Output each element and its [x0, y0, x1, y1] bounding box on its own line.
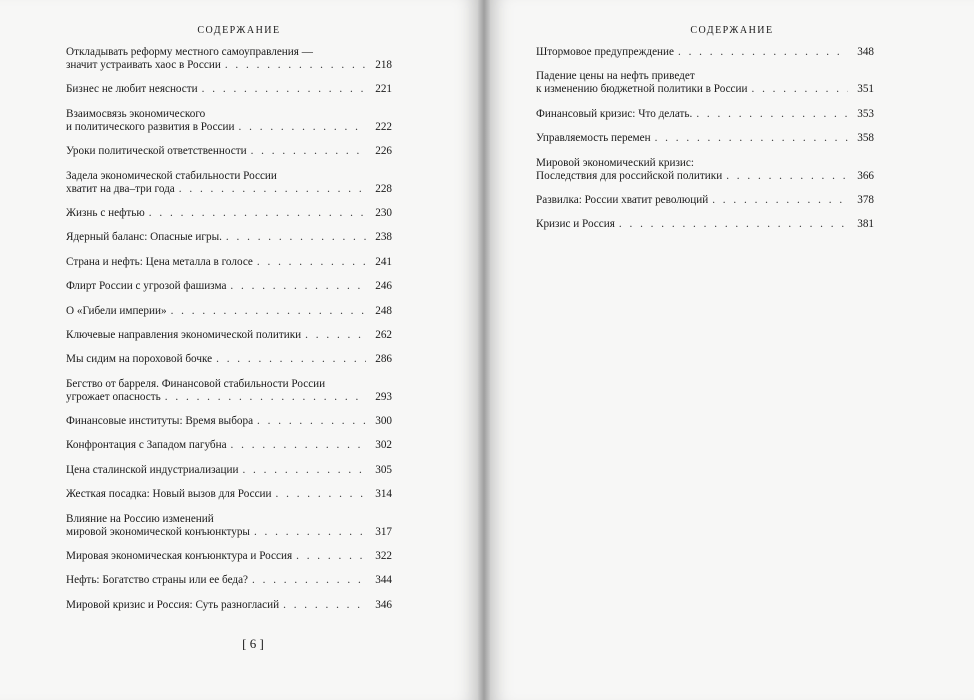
toc-entry-title: Мировой экономический кризис: — [536, 156, 694, 169]
toc-entry-title: Взаимосвязь экономического — [66, 107, 206, 120]
toc-entry-title: Финансовый кризис: Что делать. — [536, 107, 693, 120]
toc-entry-title: Мировая экономическая конъюнктура и Россия — [66, 550, 293, 563]
dot-leader — [202, 83, 366, 96]
toc-entry-title: угрожает опасность — [66, 390, 161, 403]
dot-leader — [225, 59, 366, 72]
dot-leader — [231, 439, 366, 452]
toc-entry-title: Развилка: России хватит революций — [536, 193, 709, 206]
dot-leader — [696, 108, 848, 121]
toc-entry — [536, 132, 874, 145]
toc-page-number: 366 — [857, 169, 874, 182]
toc-page-number: 218 — [375, 59, 392, 71]
toc-page-number: 305 — [375, 463, 392, 476]
toc-entry-title: Конфронтация с Западом пагубна — [66, 439, 227, 452]
toc-entry — [536, 70, 874, 96]
toc-entry — [66, 488, 392, 501]
toc-page-number: 246 — [375, 280, 392, 293]
dot-leader — [305, 329, 366, 342]
dot-leader — [239, 121, 366, 134]
toc-entry — [536, 218, 874, 231]
toc-entry — [66, 513, 392, 539]
left-page — [0, 0, 478, 700]
toc-entry — [536, 46, 874, 59]
toc-page-number: 351 — [857, 83, 874, 96]
toc-entry — [66, 353, 392, 366]
toc-entry — [66, 464, 392, 477]
book-gutter — [478, 0, 490, 700]
page-number: [ 6 ] — [242, 636, 264, 651]
dot-leader — [251, 145, 366, 158]
toc-page-number: 286 — [375, 353, 392, 366]
toc-entry-title: Уроки политической ответственности — [66, 145, 247, 158]
dot-leader — [619, 218, 848, 231]
dot-leader — [254, 526, 366, 539]
toc-page-number: 302 — [375, 439, 392, 452]
toc-entry — [66, 256, 392, 269]
dot-leader — [252, 574, 366, 587]
toc-entry — [66, 378, 392, 404]
toc-page-number: 344 — [375, 574, 392, 587]
toc-entry — [66, 574, 392, 587]
dot-leader — [165, 391, 366, 404]
toc-page-number: 293 — [375, 390, 392, 403]
toc-entry-title: Откладывать реформу местного самоуправления — — [66, 46, 313, 58]
toc-entry — [66, 550, 392, 563]
toc-entry-title: Бизнес не любит неясности — [66, 83, 198, 96]
toc-page-number: 228 — [375, 182, 392, 195]
toc-entry-title: Жизнь с нефтью — [66, 206, 145, 219]
dot-leader — [171, 305, 366, 318]
table-of-contents — [536, 46, 874, 231]
dot-leader — [283, 599, 366, 612]
toc-entry — [66, 231, 392, 244]
toc-entry-title: Управляемость перемен — [536, 132, 651, 145]
toc-entry — [66, 329, 392, 342]
toc-entry — [66, 145, 392, 158]
toc-entry — [66, 439, 392, 452]
toc-entry-title: Штормовое предупреждение — [536, 46, 674, 58]
table-of-contents — [66, 46, 392, 612]
dot-leader — [257, 415, 366, 428]
toc-page-number: 248 — [375, 304, 392, 317]
toc-page-number: 353 — [857, 107, 874, 120]
toc-page-number: 346 — [375, 598, 392, 611]
toc-entry-title: Жесткая посадка: Новый вызов для России — [66, 488, 272, 501]
toc-entry-title: Падение цены на нефть приведет — [536, 70, 695, 83]
toc-page-number: 317 — [375, 525, 392, 538]
toc-entry — [66, 305, 392, 318]
toc-entry — [66, 108, 392, 134]
dot-leader — [179, 183, 366, 196]
toc-page-number: 378 — [857, 193, 874, 206]
toc-page-number: 300 — [375, 415, 392, 428]
toc-entry-title: значит устраивать хаос в России — [66, 59, 221, 71]
toc-entry — [66, 46, 392, 72]
toc-entry-title: Кризис и Россия — [536, 218, 615, 231]
dot-leader — [712, 194, 848, 207]
dot-leader — [655, 132, 848, 145]
dot-leader — [726, 170, 848, 183]
toc-entry-title: Финансовые институты: Время выбора — [66, 415, 254, 428]
toc-entry-title: мировой экономической конъюнктуры — [66, 525, 250, 538]
dot-leader — [226, 231, 366, 244]
toc-entry-title: Влияние на Россию изменений — [66, 512, 214, 525]
dot-leader — [149, 207, 366, 220]
toc-entry — [536, 108, 874, 121]
toc-entry-title: Страна и нефть: Цена металла в голосе — [66, 255, 253, 268]
toc-entry-title: Последствия для российской политики — [536, 169, 723, 182]
toc-page-number: 226 — [375, 145, 392, 158]
toc-page-number: 230 — [375, 206, 392, 219]
dot-leader — [230, 280, 366, 293]
toc-page-number: 262 — [375, 328, 392, 341]
toc-entry-title: Ядерный баланс: Опасные игры. — [66, 231, 222, 244]
toc-entry-title: Мы сидим на пороховой бочке — [66, 353, 213, 366]
toc-page-number: 358 — [857, 132, 874, 145]
toc-entry — [66, 83, 392, 96]
running-header: СОДЕРЖАНИЕ — [197, 25, 281, 36]
toc-page-number: 221 — [375, 83, 392, 96]
toc-entry-title: к изменению бюджетной политики в России — [536, 83, 748, 96]
toc-entry-title: Мировой кризис и Россия: Суть разногласий — [66, 598, 280, 611]
toc-entry-title: Флирт России с угрозой фашизма — [66, 280, 227, 293]
toc-page-number: 238 — [375, 231, 392, 244]
toc-entry — [536, 194, 874, 207]
toc-entry — [66, 415, 392, 428]
toc-entry-title: Бегство от барреля. Финансовой стабильности России — [66, 377, 326, 390]
running-header: СОДЕРЖАНИЕ — [690, 25, 774, 36]
toc-entry-title: Ключевые направления экономической политики — [66, 328, 302, 341]
toc-page-number: 348 — [857, 46, 874, 58]
toc-entry — [536, 157, 874, 183]
toc-entry-title: Цена сталинской индустриализации — [66, 463, 239, 476]
toc-entry — [66, 207, 392, 220]
toc-entry — [66, 280, 392, 293]
right-page — [490, 0, 974, 700]
dot-leader — [276, 488, 366, 501]
toc-entry-title: Задела экономической стабильности России — [66, 169, 277, 182]
dot-leader — [296, 550, 366, 563]
dot-leader — [751, 83, 848, 96]
toc-page-number: 314 — [375, 488, 392, 501]
dot-leader — [678, 46, 848, 59]
toc-entry — [66, 599, 392, 612]
dot-leader — [257, 256, 366, 269]
toc-page-number: 222 — [375, 120, 392, 133]
toc-page-number: 322 — [375, 550, 392, 563]
dot-leader — [242, 464, 366, 477]
toc-entry-title: Нефть: Богатство страны или ее беда? — [66, 574, 249, 587]
toc-page-number: 241 — [375, 255, 392, 268]
toc-page-number: 381 — [857, 218, 874, 231]
dot-leader — [216, 353, 366, 366]
toc-entry-title: О «Гибели империи» — [66, 304, 167, 317]
toc-entry-title: хватит на два–три года — [66, 182, 175, 195]
toc-entry — [66, 170, 392, 196]
toc-entry-title: и политического развития в России — [66, 120, 235, 133]
